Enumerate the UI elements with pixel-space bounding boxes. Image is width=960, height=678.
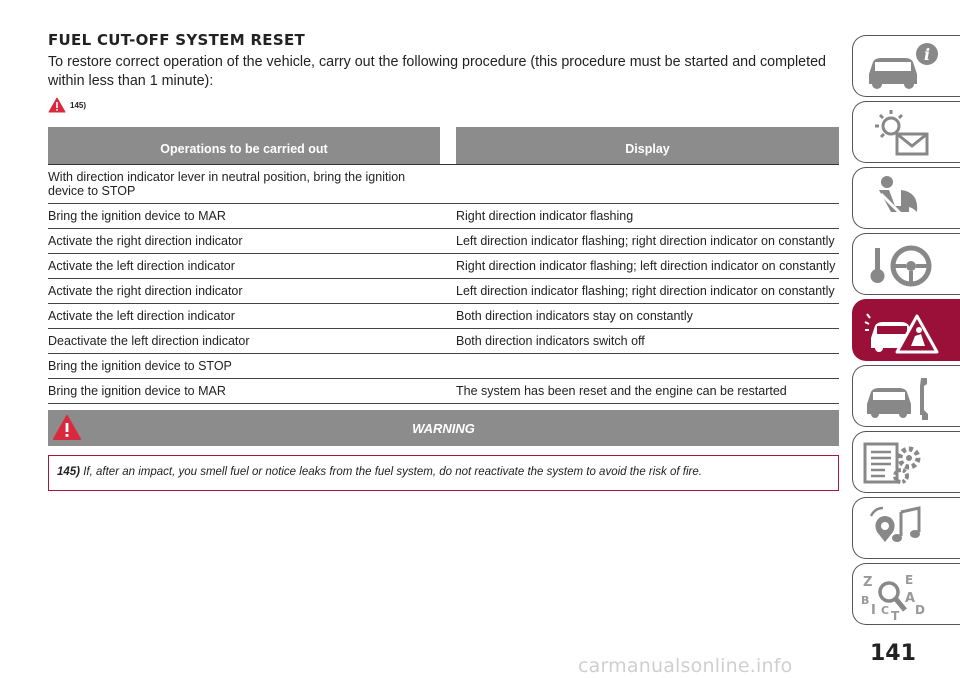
display-cell: Left direction indicator flashing; right direction indicator on constantly [456, 279, 839, 304]
svg-text:T: T [891, 609, 900, 620]
gap-cell [440, 229, 456, 254]
svg-text:C: C [881, 604, 890, 617]
car-emergency-icon [861, 304, 941, 356]
svg-text:A: A [905, 591, 916, 606]
operation-cell: Bring the ignition device to MAR [48, 379, 440, 404]
display-cell: Left direction indicator flashing; right direction indicator on constantly [456, 229, 839, 254]
svg-text:E: E [905, 573, 914, 587]
warning-text: If, after an impact, you smell fuel or notice leaks from the fuel system, do not reactivate the system to avoid the risk of fire. [83, 466, 702, 478]
tab-warning-lights[interactable] [852, 101, 960, 163]
car-maintenance-icon [861, 370, 941, 422]
gap-cell [440, 254, 456, 279]
svg-text:B: B [861, 594, 870, 607]
display-cell: Right direction indicator flashing [456, 204, 839, 229]
operation-cell: Activate the left direction indicator [48, 304, 440, 329]
section-title: FUEL CUT-OFF SYSTEM RESET [48, 31, 306, 49]
gap-cell [440, 165, 456, 204]
warning-triangle-icon [52, 414, 82, 441]
tab-starting-driving[interactable] [852, 233, 960, 295]
warning-box [48, 455, 839, 491]
table-row [48, 279, 839, 304]
key-steering-icon [861, 238, 941, 290]
warning-lights-icon [861, 106, 941, 158]
table-row [48, 254, 839, 279]
multimedia-icon [861, 502, 941, 554]
warning-reference[interactable] [48, 97, 86, 113]
display-cell [456, 165, 839, 204]
header-operations: Operations to be carried out [48, 127, 440, 165]
index-icon [861, 568, 941, 620]
display-cell: Both direction indicators stay on constantly [456, 304, 839, 329]
tab-safety[interactable] [852, 167, 960, 229]
table-row [48, 354, 839, 379]
table-row [48, 165, 839, 204]
svg-text:D: D [915, 603, 925, 617]
header-display: Display [456, 127, 839, 165]
intro-paragraph: To restore correct operation of the vehicle, carry out the following procedure (this procedure must be started and completed within less than 1 minute): [48, 54, 827, 89]
operation-cell: Bring the ignition device to MAR [48, 204, 440, 229]
table-header-row [48, 127, 839, 165]
table-row [48, 329, 839, 354]
table-row [48, 229, 839, 254]
tab-in-an-emergency[interactable] [852, 299, 960, 361]
procedure-table [48, 127, 839, 404]
tab-technical-data[interactable] [852, 431, 960, 493]
display-cell: Right direction indicator flashing; left direction indicator on constantly [456, 254, 839, 279]
car-info-icon [861, 40, 941, 92]
operation-cell: With direction indicator lever in neutral position, bring the ignition device to STOP [48, 165, 440, 204]
warning-heading: WARNING [412, 421, 475, 436]
warning-box-ref: 145) [57, 466, 81, 478]
operation-cell: Activate the left direction indicator [48, 254, 440, 279]
display-cell: The system has been reset and the engine can be restarted [456, 379, 839, 404]
table-row [48, 204, 839, 229]
warning-ref-number: 145) [70, 100, 87, 110]
warning-header [48, 410, 839, 446]
warning-triangle-icon [48, 97, 66, 113]
seat-safety-icon [861, 172, 941, 224]
tab-vehicle-info[interactable] [852, 35, 960, 97]
gap-cell [440, 279, 456, 304]
svg-text:I: I [871, 603, 876, 618]
header-gap [440, 127, 456, 165]
technical-data-icon [861, 436, 941, 488]
operation-cell: Deactivate the left direction indicator [48, 329, 440, 354]
gap-cell [440, 329, 456, 354]
tab-index[interactable] [852, 563, 960, 625]
svg-text:i: i [924, 45, 931, 64]
watermark: carmanualsonline.info [578, 655, 793, 677]
tab-servicing-care[interactable] [852, 365, 960, 427]
table-row [48, 379, 839, 404]
tab-multimedia[interactable] [852, 497, 960, 559]
operation-cell: Activate the right direction indicator [48, 279, 440, 304]
gap-cell [440, 204, 456, 229]
table-row [48, 304, 839, 329]
display-cell: Both direction indicators switch off [456, 329, 839, 354]
page-number: 141 [870, 641, 916, 666]
gap-cell [440, 379, 456, 404]
operation-cell: Bring the ignition device to STOP [48, 354, 440, 379]
gap-cell [440, 354, 456, 379]
operation-cell: Activate the right direction indicator [48, 229, 440, 254]
svg-text:Z: Z [863, 575, 873, 590]
display-cell [456, 354, 839, 379]
gap-cell [440, 304, 456, 329]
warning-paragraph [49, 456, 838, 478]
